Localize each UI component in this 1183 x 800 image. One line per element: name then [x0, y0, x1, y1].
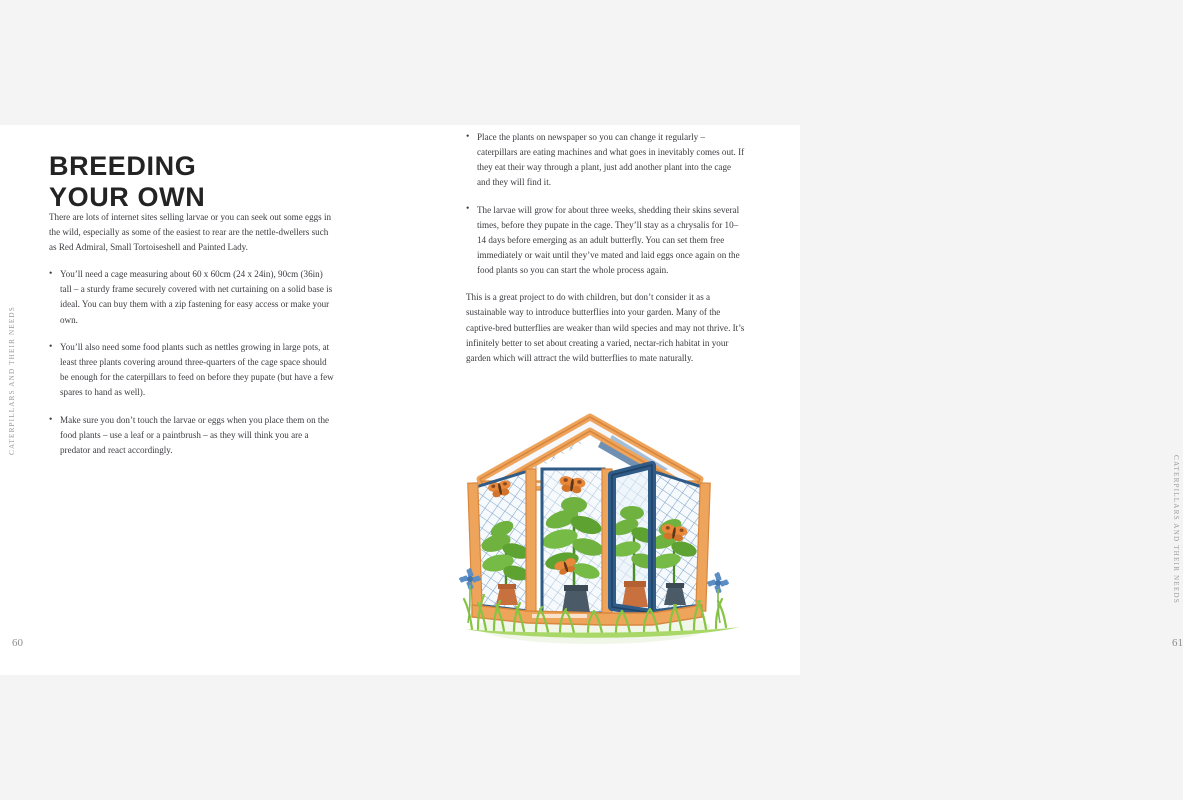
page-number-left: 60 [12, 637, 23, 649]
plant-pot-rim [666, 583, 684, 588]
leaf [620, 506, 644, 520]
cage-door[interactable] [609, 461, 658, 617]
butterfly-cage-illustration [462, 415, 748, 655]
plant-pot-rim [564, 585, 588, 591]
list-item-text: The larvae will grow for about three weeks, shedding their skins several times, before they pupate in the cage. They’ll stay as a chrysalis for 10–14 days before emerging as an adult butterfly. You can set them free immediately or wait until they’ve mated and laid eggs once again on the food plants so you can start the whole process again. [477, 204, 740, 276]
right-bullet-list [466, 130, 746, 278]
list-item-text: Place the plants on newspaper so you can change it regularly – caterpillars are eating machines and what goes in inevitably comes out. If they eat their way through a plant, just add another plant into the cage and they will find it. [477, 132, 745, 188]
right-page [400, 125, 1183, 675]
plant-pot [622, 585, 648, 607]
plant-pot-rim [498, 584, 516, 589]
left-bullet-list [49, 267, 336, 458]
page-title [49, 151, 349, 213]
list-item [49, 413, 336, 458]
wall-panel-center [540, 467, 606, 617]
list-item [49, 340, 336, 400]
frame-post-left [526, 469, 536, 615]
book-spread [0, 125, 1183, 675]
base-highlight [532, 614, 587, 618]
list-item [49, 267, 336, 327]
page-number-right: 61 [1172, 637, 1183, 649]
list-item-text: You’ll need a cage measuring about 60 x 60cm (24 x 24in), 90cm (36in) tall – a sturdy frame securely covered with net curtaining on a solid base is ideal. You can buy them with a zip fastening for easy access or make your own. [60, 269, 333, 325]
list-item [466, 203, 746, 278]
page-title-line-1: BREEDING [49, 151, 197, 182]
butterfly-cage-svg [462, 415, 748, 655]
list-item [466, 130, 746, 190]
page-title-line-2: YOUR OWN [49, 182, 206, 213]
plant-pot-rim [624, 581, 646, 587]
leaf [561, 497, 587, 513]
list-item-text: Make sure you don’t touch the larvae or eggs when you place them on the food plants – use a leaf or a paintbrush – as they will think you are a predator and react accordingly. [60, 415, 330, 456]
list-item-text: You’ll also need some food plants such as nettles growing in large pots, at least three plants covering around three-quarters of the cage space should be enough for the caterpillars to feed on before they pupate (but have a few spares to hand as well). [60, 342, 334, 398]
left-page [0, 125, 400, 675]
running-head-right: CATERPILLARS AND THEIR NEEDS [1172, 455, 1180, 604]
running-head-left: CATERPILLARS AND THEIR NEEDS [8, 306, 16, 455]
closing-paragraph: This is a great project to do with children, but don’t consider it as a sustainable way to introduce butterflies into your garden. Many of the captive-bred butterflies are weaker than wild species and may not thrive. It’s infinitely better to set about creating a varied, nectar-rich habitat in your garden which will attract the wild butterflies to mate naturally. [466, 292, 745, 363]
left-column-text [49, 210, 336, 458]
right-column-text [466, 130, 746, 366]
intro-paragraph: There are lots of internet sites selling larvae or you can seek out some eggs in the wild, especially as some of the easiest to rear are the nettle-dwellers such as Red Admiral, Small Tortoiseshell and Painted Lady. [49, 212, 332, 253]
